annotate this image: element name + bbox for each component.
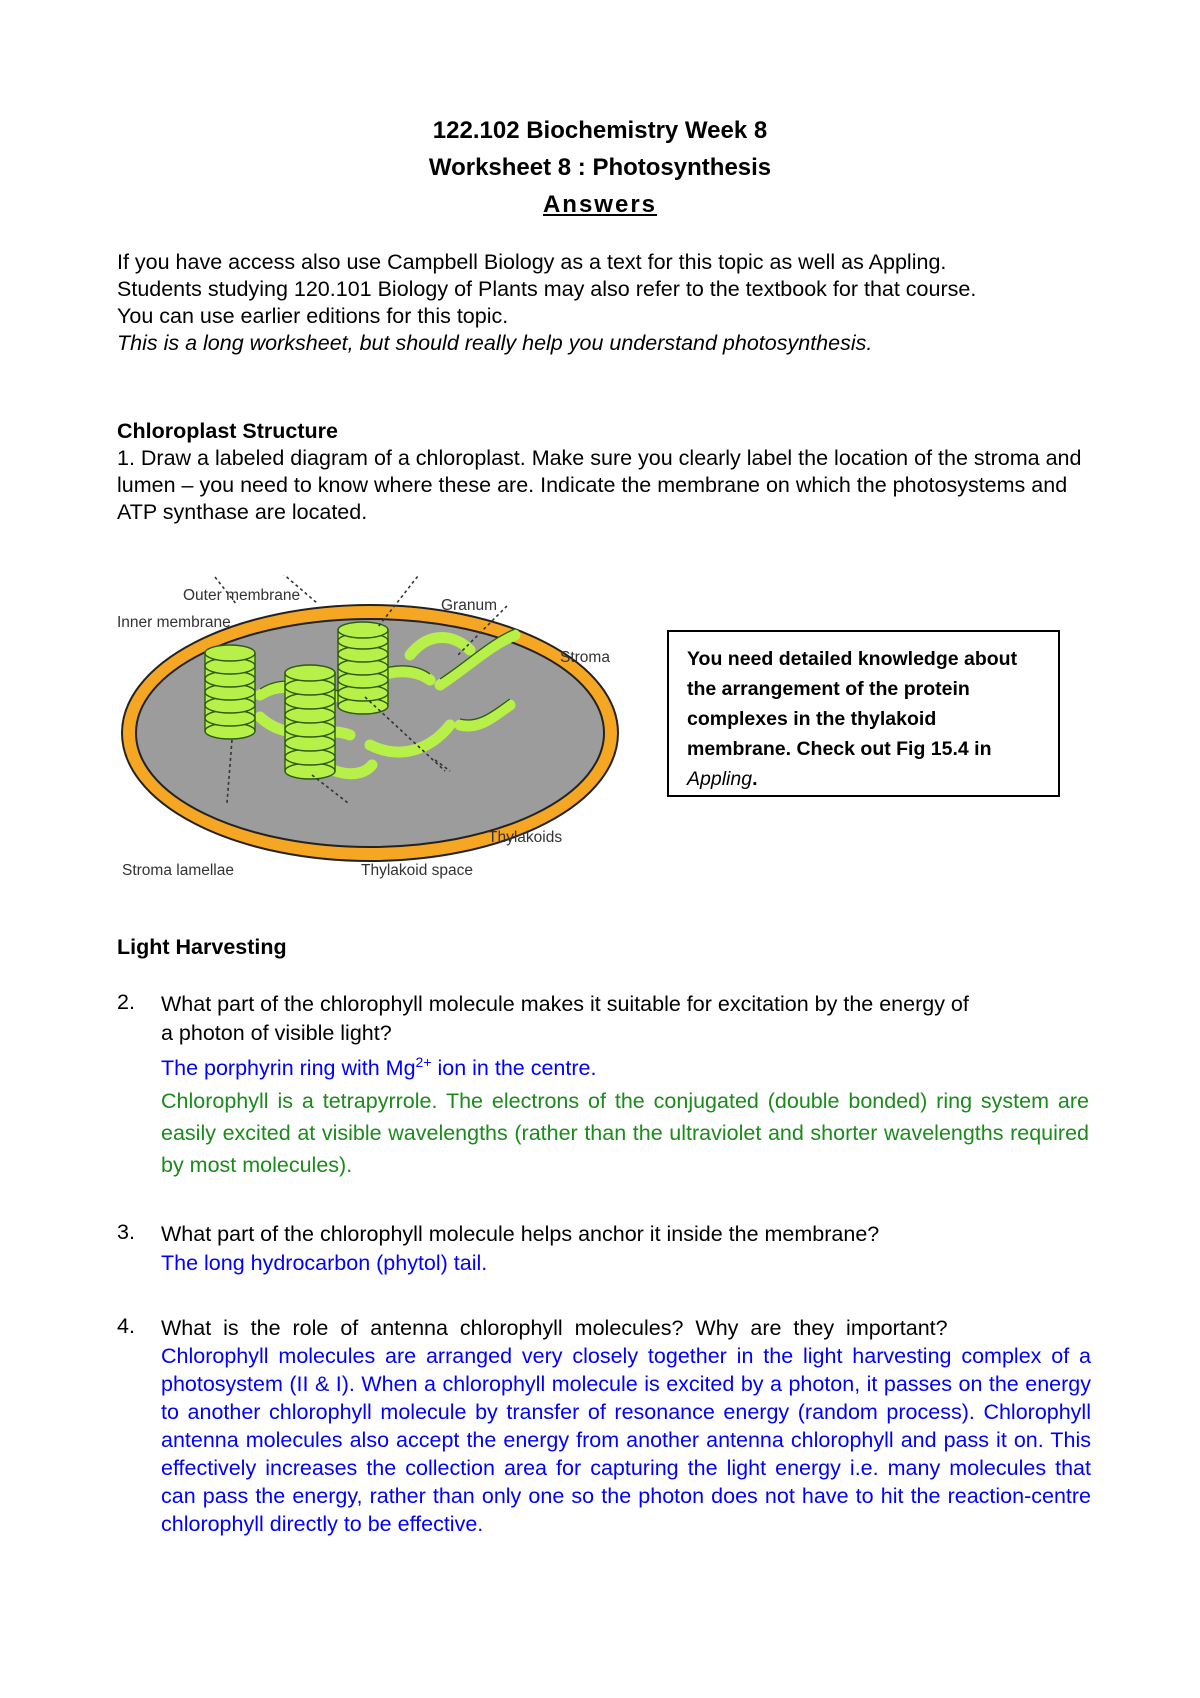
- q2-answer-sup: 2+: [415, 1054, 432, 1070]
- q4-block: [161, 1314, 1091, 1538]
- q2-question: What part of the chlorophyll molecule makes it suitable for excitation by the energy of a photon of visible light?: [161, 992, 969, 1045]
- q2-answer-post: ion in the centre.: [431, 1056, 597, 1081]
- label-thylakoids: Thylakoids: [488, 829, 563, 846]
- q3-answer: The long hydrocarbon (phytol) tail.: [161, 1251, 488, 1275]
- q2-answer: [161, 1048, 1089, 1083]
- q2-number: 2.: [117, 990, 135, 1014]
- q2-answer-pre: The porphyrin ring with Mg: [161, 1056, 416, 1081]
- granum-stack-left: [205, 645, 255, 739]
- callout-box: [667, 630, 1060, 797]
- intro-line-2: Students studying 120.101 Biology of Plants may also refer to the textbook for that course.: [117, 277, 977, 301]
- q2-block: [161, 990, 1089, 1181]
- q4-answer: Chlorophyll molecules are arranged very closely together in the light harvesting complex of a photosystem (II & I). When a chlorophyll molecule is excited by a photon, it passes on the energy to another chlorophyll molecule by transfer of resonance energy (random process). Chlorophyll antenna molecules also accept the energy from another antenna chlorophyll and pass it on. This effectively increases the collection area for capturing the light energy i.e. many molecules that can pass the energy, rather than only one so the photon does not have to hit the reaction-centre chlorophyll directly to be effective.: [161, 1344, 1091, 1536]
- label-granum: Granum: [441, 597, 497, 614]
- callout-ref: Appling: [687, 768, 753, 790]
- callout-end: .: [752, 768, 758, 790]
- label-stroma: Stroma: [560, 649, 610, 666]
- answers-label: Answers: [542, 191, 658, 218]
- label-inner-membrane: Inner membrane: [117, 614, 231, 631]
- q4-question: What is the role of antenna chlorophyll molecules? Why are they important?: [161, 1316, 948, 1340]
- intro-line-3: You can use earlier editions for this topic.: [117, 304, 509, 328]
- granum-stack-right: [338, 622, 388, 714]
- q3-question: What part of the chlorophyll molecule helps anchor it inside the membrane?: [161, 1222, 880, 1246]
- question-1: 1. Draw a labeled diagram of a chloroplast. Make sure you clearly label the location of the stroma and lumen – you need to know where these are. Indicate the membrane on which the photosystems and ATP synthase are located.: [117, 446, 1082, 524]
- section-heading-light-harvesting: Light Harvesting: [117, 935, 287, 959]
- intro-block: [117, 249, 1087, 357]
- worksheet-title: Worksheet 8 : Photosynthesis: [428, 154, 772, 181]
- q3-number: 3.: [117, 1220, 135, 1244]
- callout-text: You need detailed knowledge about the arrangement of the protein complexes in the thylakoid membrane. Check out Fig 15.4 in: [687, 648, 1018, 760]
- intro-line-4: This is a long worksheet, but should really help you understand photosynthesis.: [117, 331, 873, 355]
- answers-heading: [0, 191, 1200, 219]
- q2-extra: Chlorophyll is a tetrapyrrole. The electrons of the conjugated (double bonded) ring system are easily excited at visible wavelengths (rather than the ultraviolet and shorter wavelengths required by most molecules).: [161, 1089, 1089, 1178]
- section-heading-chloroplast: Chloroplast Structure: [117, 419, 338, 443]
- q3-block: [161, 1220, 1089, 1278]
- label-stroma-lamellae: Stroma lamellae: [122, 862, 234, 879]
- intro-line-1: If you have access also use Campbell Biology as a text for this topic as well as Appling.: [117, 250, 947, 274]
- q4-number: 4.: [117, 1314, 135, 1338]
- granum-stack-middle: [285, 665, 335, 779]
- course-title: 122.102 Biochemistry Week 8: [432, 117, 768, 144]
- label-outer-membrane: Outer membrane: [183, 587, 301, 604]
- label-thylakoid-space: Thylakoid space: [361, 862, 474, 879]
